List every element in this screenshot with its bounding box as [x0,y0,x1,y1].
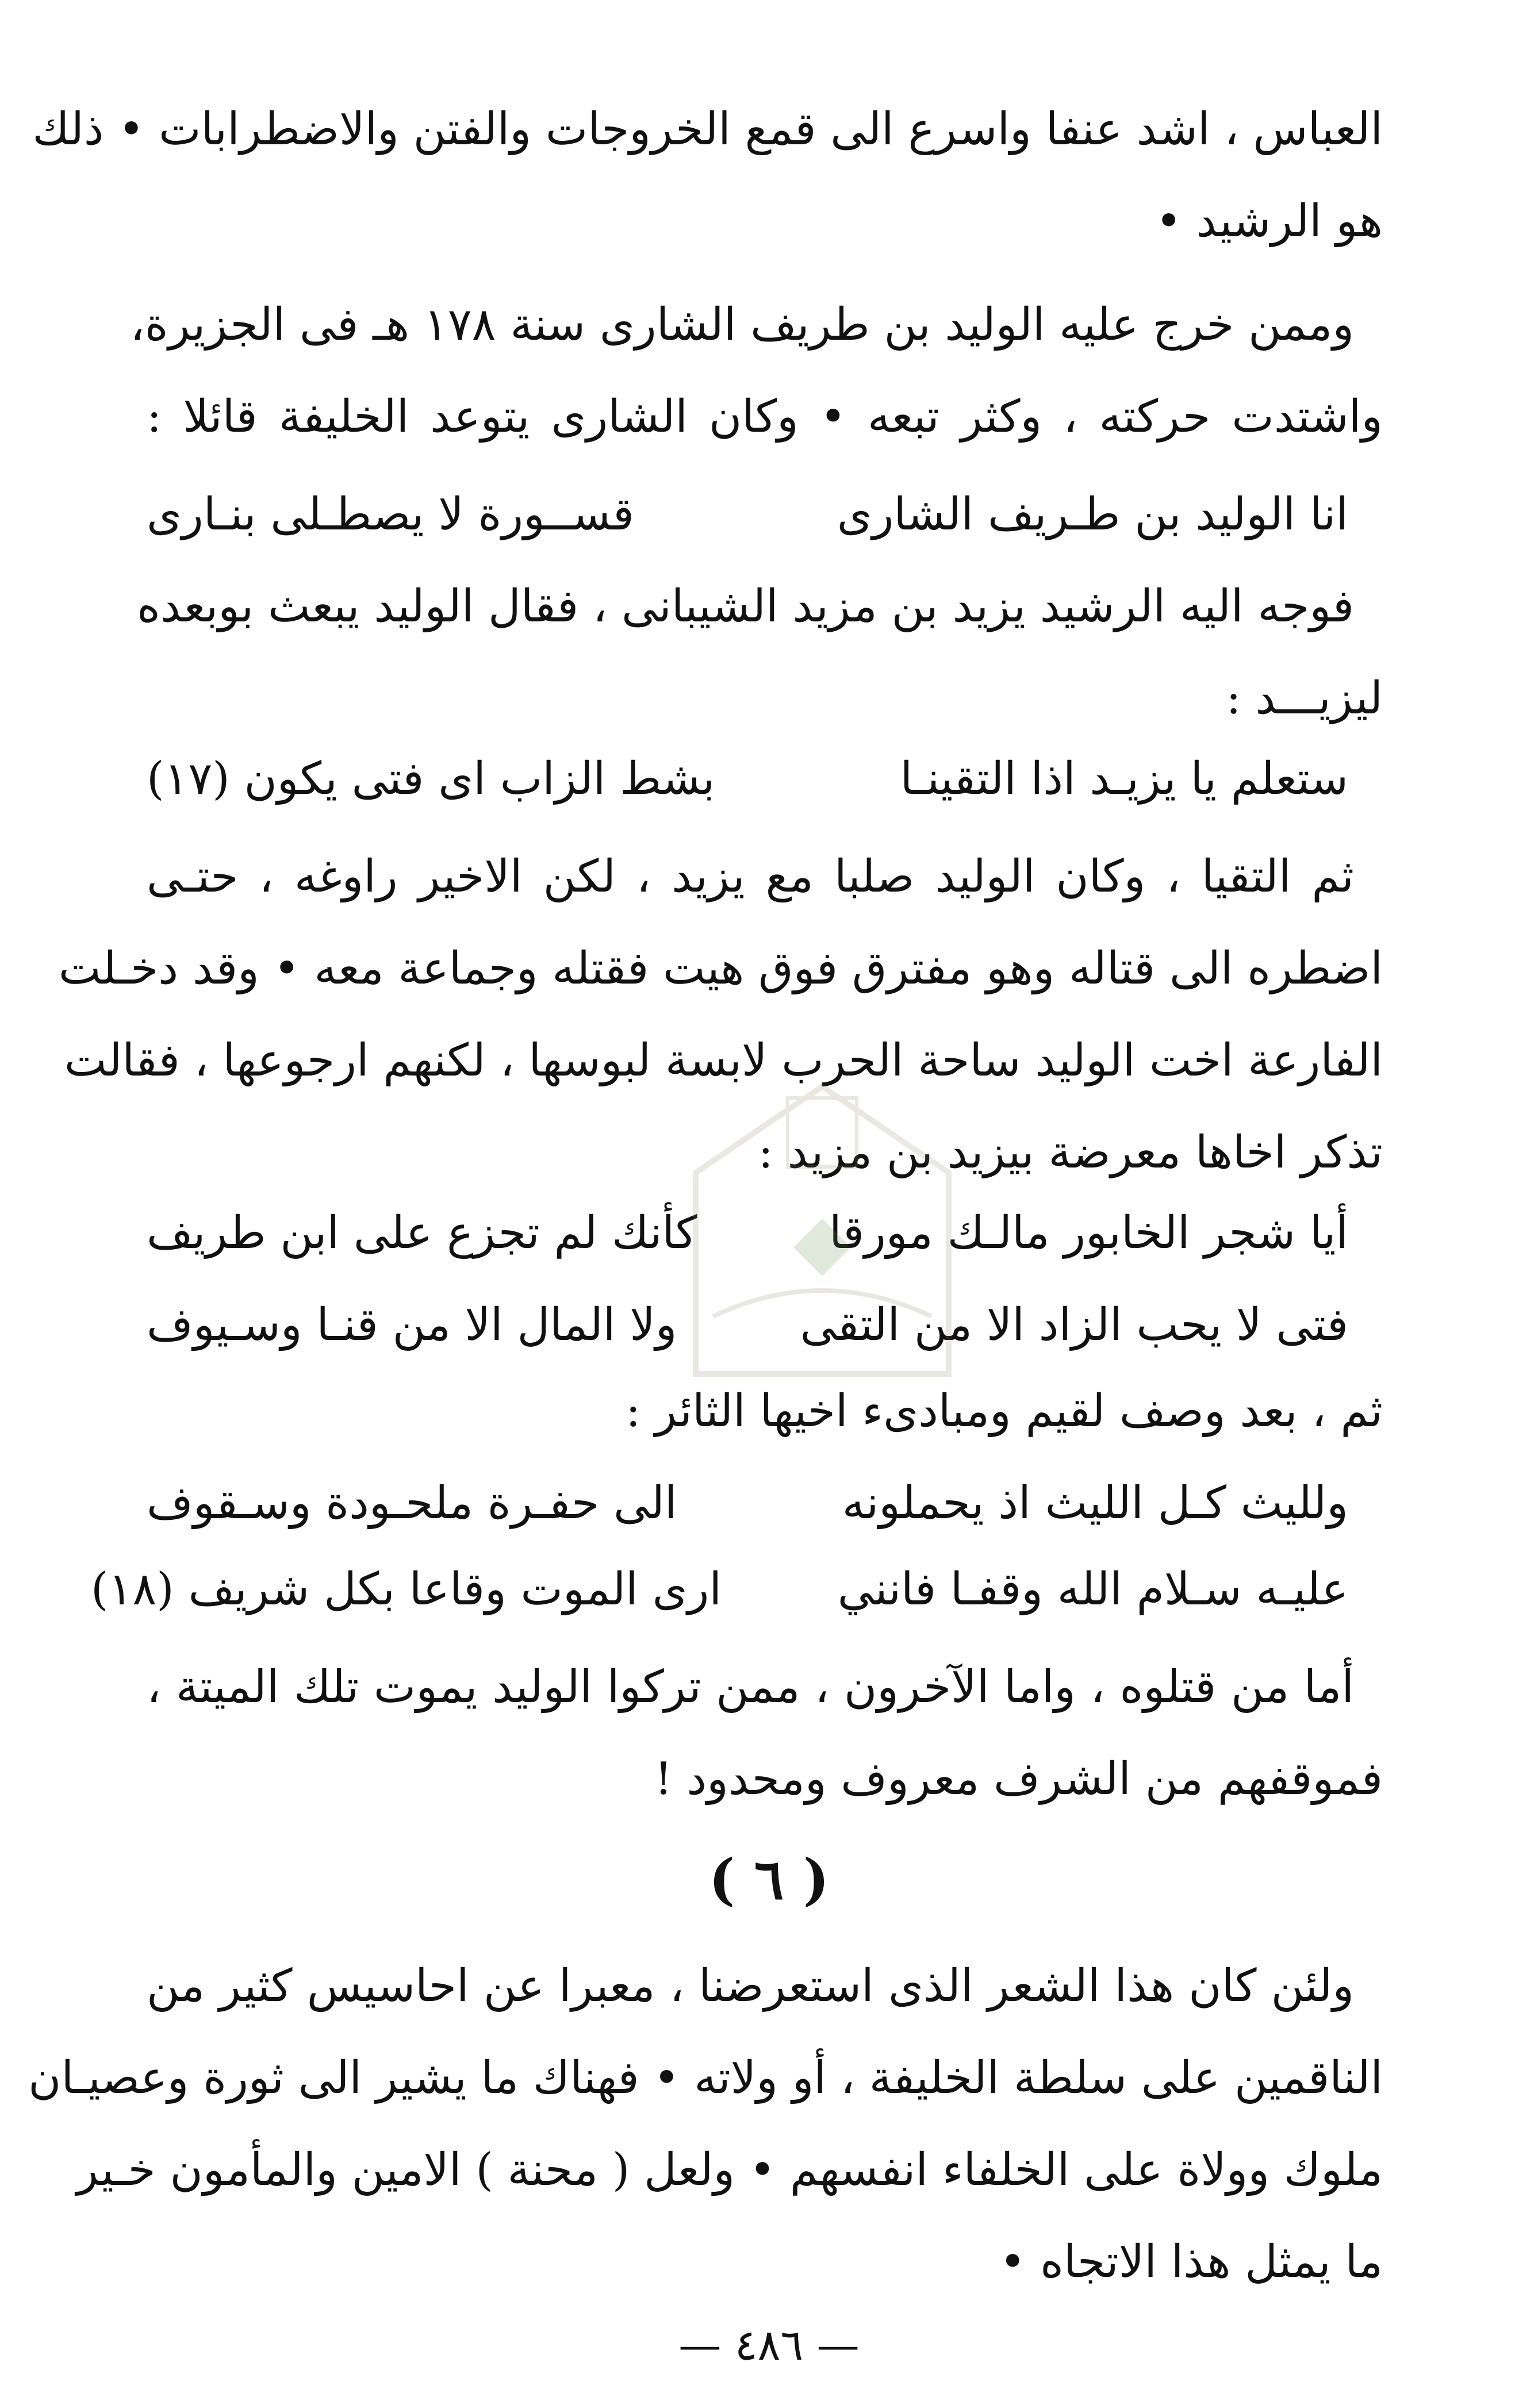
verse-hemistich: انا الوليد بن طـريف الشارى [837,489,1348,540]
poem-verse [147,483,1383,552]
verse-hemistich: ولا المال الا من قنـا وسـيوف [147,1299,677,1351]
verse-hemistich: عليـه سـلام الله وقفـا فانني [837,1564,1348,1615]
text-line: ولئن كان هذا الشعر الذى استعرضنا ، معبرا عن احاسيس كثير من [147,1960,1354,2012]
text-line: العباس ، اشد عنفا واسرع الى قمع الخروجات والفتن والاضطرابات • ذلك [32,103,1383,155]
verse-hemistich: الى حفـرة ملحـودة وسـقوف [147,1477,677,1529]
text-line: فموقفهم من الشرف معروف ومحدود ! [654,1753,1383,1805]
text-line: وممن خرج عليه الوليد بن طريف الشارى سنة ١٧٨ هـ فى الجزيرة، [130,299,1354,351]
verse-hemistich: قســورة لا يصطـلى بنـارى [147,489,634,540]
text-line: أما من قتلوه ، واما الآخرون ، ممن تركوا الوليد يموت تلك الميتة ، [147,1661,1354,1713]
text-line: تذكر اخاها معرضة بيزيد بن مزيد : [758,1127,1383,1178]
poem-verse [90,1558,1383,1627]
text-line: ملوك وولاة على الخلفاء انفسهم • ولعل ( محنة ) الامين والمأمون خـير [76,2144,1383,2196]
text-line: ثم ، بعد وصف لقيم ومبادىء اخيها الثائر : [626,1385,1383,1437]
poem-verse [147,747,1383,816]
text-line: فوجه اليه الرشيد يزيد بن مزيد الشيبانى ، فقال الوليد يبعث بوبعده [137,581,1354,632]
text-line: الفارعة اخت الوليد ساحة الحرب لابسة لبوسها ، لكنهم ارجوعها ، فقالت [64,1035,1383,1086]
text-line: ما يمثل هذا الاتجاه • [999,2236,1383,2288]
verse-hemistich: أيا شجر الخابور مالـك مورقا [829,1207,1348,1259]
verse-hemistich: بشط الزاب اى فتى يكون (١٧) [147,753,715,805]
poem-verse [147,1472,1383,1541]
text-line: الناقمين على سلطة الخليفة ، أو ولاته • فهناك ما يشير الى ثورة وعصيـان [28,2052,1383,2104]
text-line: اضطره الى قتاله وهو مفترق فوق هيت فقتله وجماعة معه • وقد دخـلت [58,943,1383,994]
verse-hemistich: ارى الموت وقاعا بكل شريف (١٨) [90,1564,722,1615]
verse-hemistich: فتى لا يحب الزاد الا من التقى [800,1299,1348,1351]
verse-hemistich: ولليث كـل الليث اذ يحملونه [842,1477,1348,1529]
text-line: ليزيـــد : [1226,673,1383,724]
page-number: — ٤٨٦ — [678,2321,860,2370]
text-line: واشتدت حركته ، وكثر تبعه • وكان الشارى يتوعد الخليفة قائلا : [147,391,1383,443]
text-line: هو الرشيد • [1155,195,1383,247]
verse-hemistich: ستعلم يا يزيـد اذا التقينـا [900,753,1348,805]
watermark-emblem-icon [678,1075,966,1397]
section-number: ( ٦ ) [708,1847,830,1912]
verse-hemistich: كأنك لم تجزع على ابن طريف [147,1207,697,1259]
text-line: ثم التقيا ، وكان الوليد صلبا مع يزيد ، لكن الاخير راوغه ، حتـى [147,851,1354,902]
